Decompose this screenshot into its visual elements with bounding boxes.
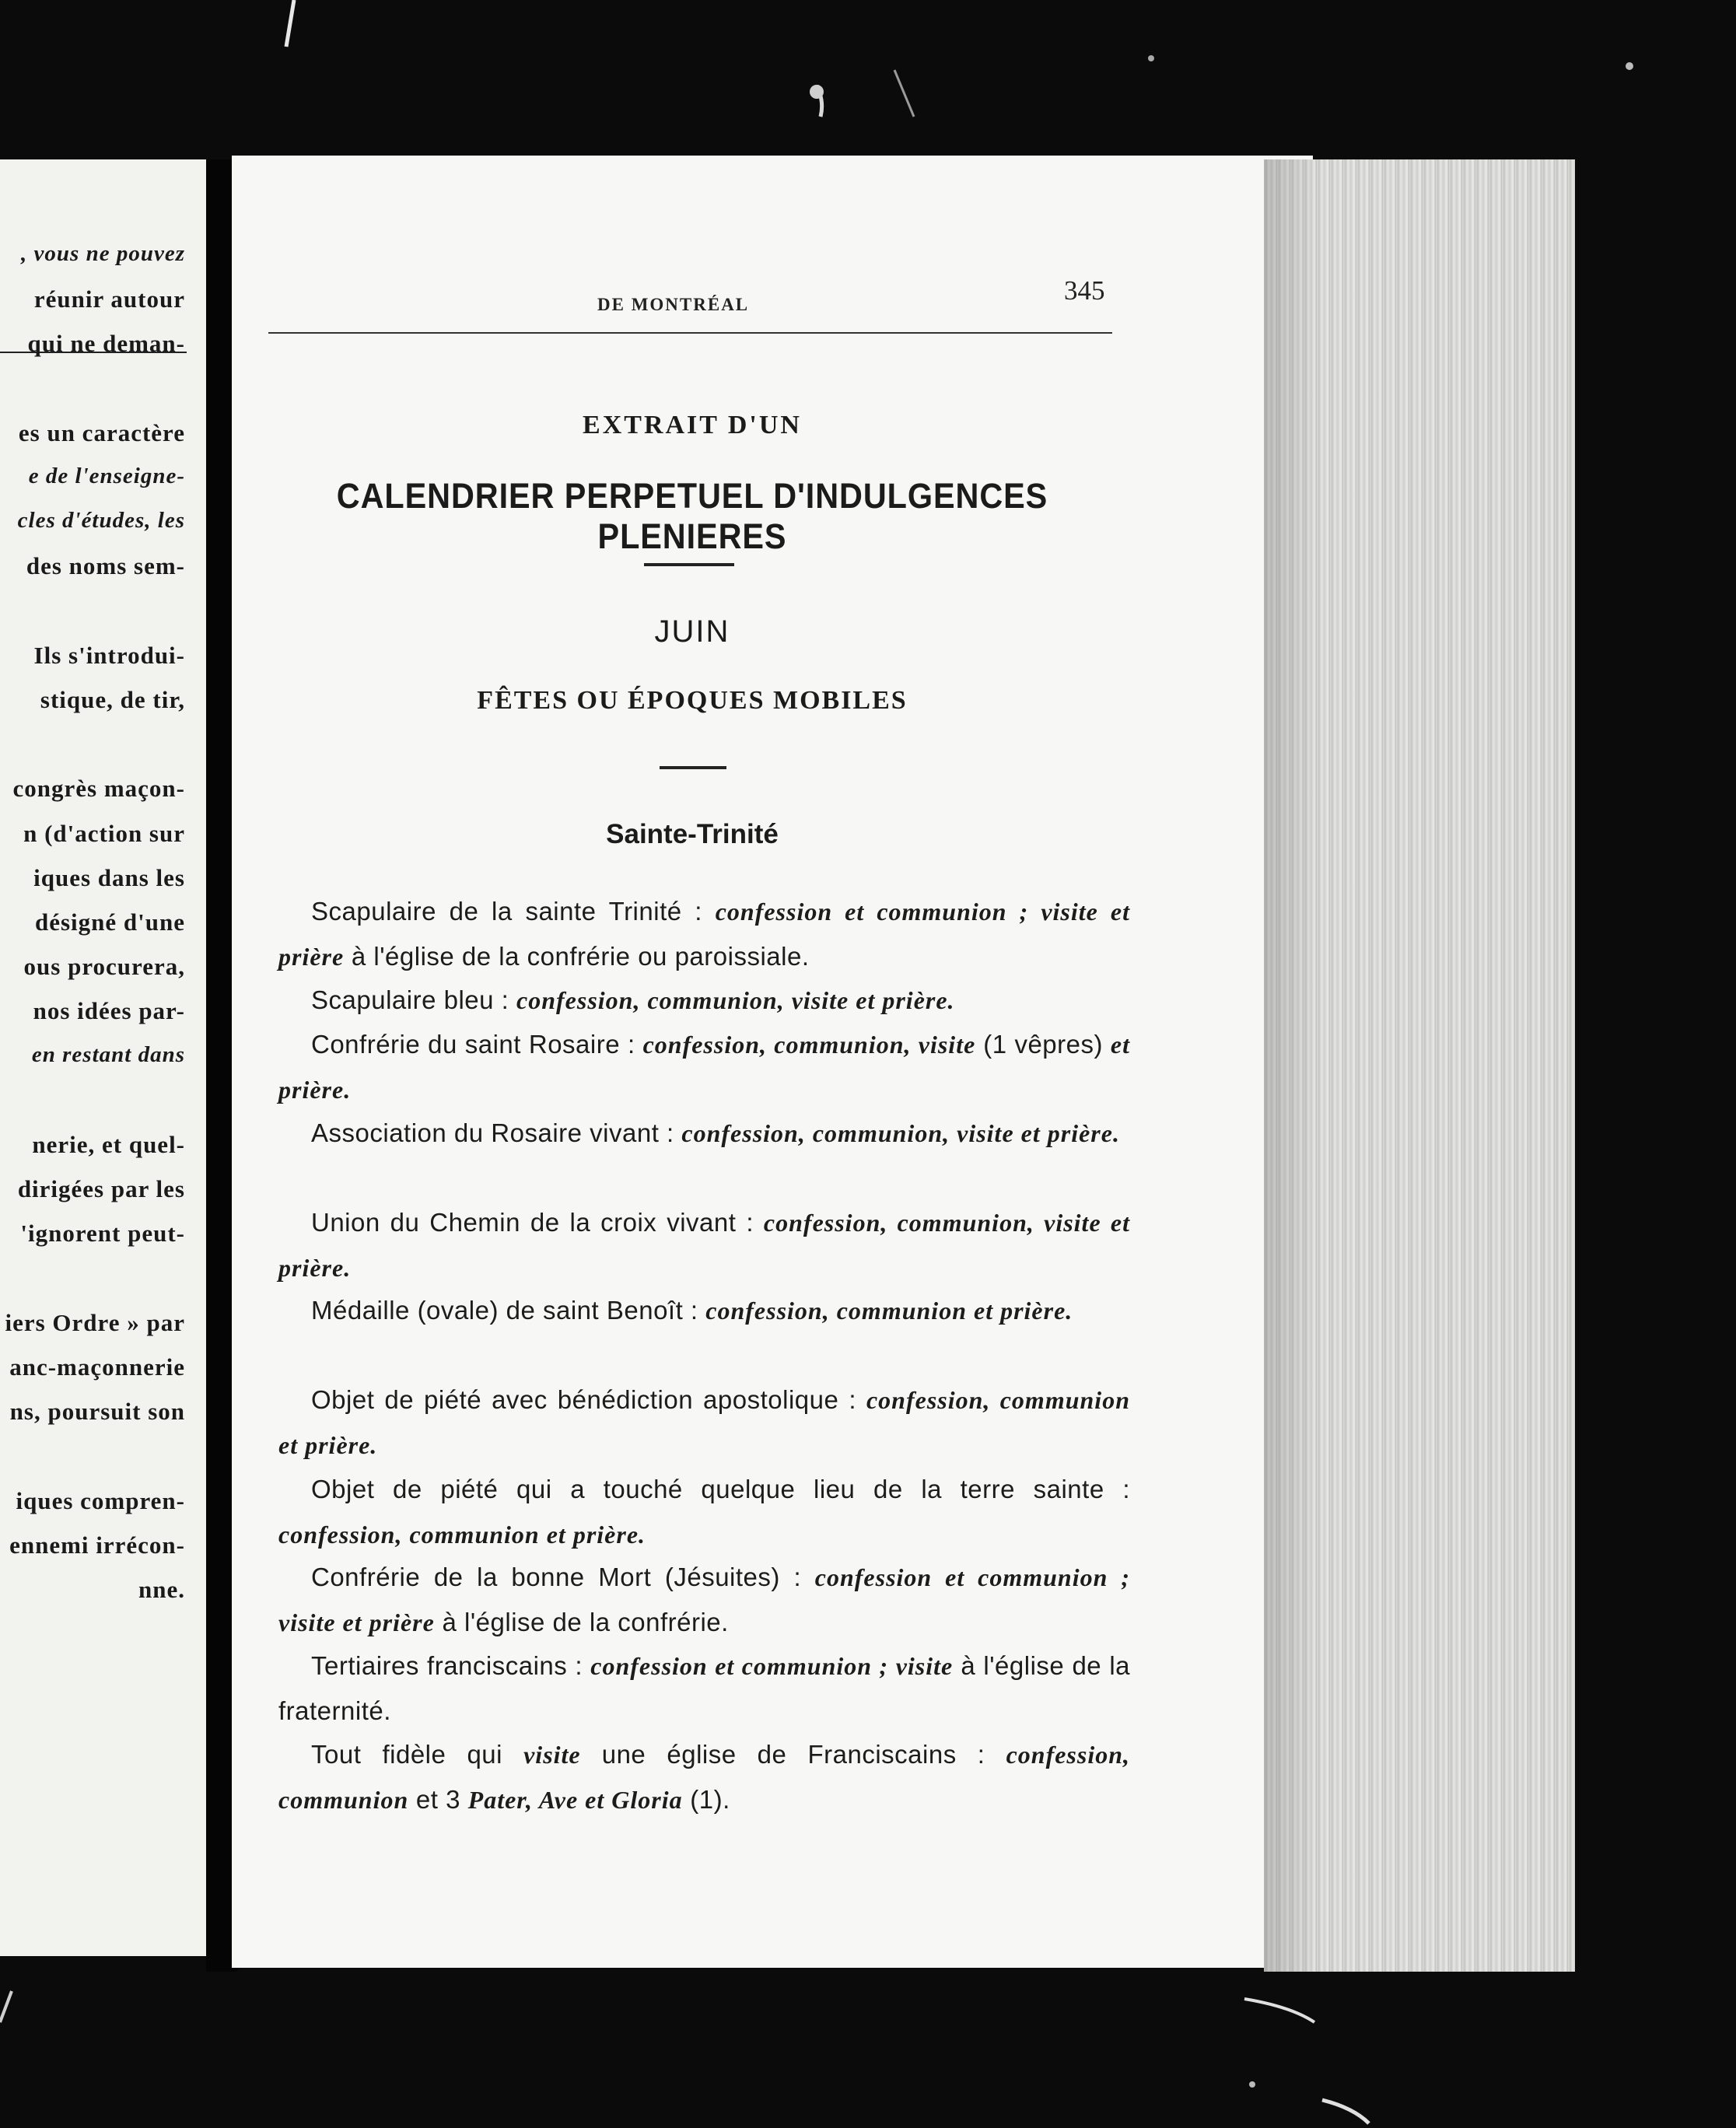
entry-italic-text: Pater, Ave et Gloria [467, 1786, 683, 1814]
entry-text: (1). [682, 1785, 730, 1814]
indulgence-entry [278, 1022, 1130, 1112]
entry-text: Confrérie du saint Rosaire : [311, 1030, 643, 1059]
left-page-line: congrès maçon- [12, 775, 185, 803]
entry-italic-text: confession et communion ; visite [590, 1652, 954, 1680]
entry-text: Objet de piété avec bénédiction apostolique : [311, 1385, 866, 1414]
entry-italic-text: confession et communion ; visite et prière [278, 1563, 1130, 1636]
left-page-line: n (d'action sur [23, 819, 185, 847]
indulgence-entry [278, 1555, 1130, 1645]
entry-italic-text: confession, communion [278, 1741, 1131, 1814]
left-page-line: ous procurera, [23, 953, 185, 981]
left-page-line: ennemi irrécon- [9, 1531, 185, 1559]
entry-text: Objet de piété qui a touché quelque lieu de la terre sainte : [311, 1475, 1130, 1503]
left-page-line: , vous ne pouvez [21, 241, 185, 266]
left-page-line: nne. [138, 1576, 185, 1603]
entry-italic-text: confession, communion, visite et prière. [278, 1209, 1130, 1282]
entry-italic-text: visite [523, 1741, 581, 1769]
running-head: DE MONTRÉAL [597, 295, 750, 314]
left-page-line: Ils s'introdui- [33, 641, 185, 669]
section-subtitle: FÊTES OU ÉPOQUES MOBILES [477, 686, 908, 715]
left-page-line: e de l'enseigne- [28, 464, 185, 488]
feast-heading: Sainte-Trinité [606, 819, 779, 849]
indulgence-entry [278, 1288, 1130, 1333]
indulgence-entry [278, 889, 1130, 979]
entry-italic-text: confession, communion et prière. [705, 1297, 1073, 1325]
entry-text: (1 vêpres) [975, 1030, 1111, 1059]
entry-italic-text: confession, communion et prière. [278, 1521, 646, 1549]
entry-text: Confrérie de la bonne Mort (Jésuites) : [311, 1563, 815, 1591]
entry-italic-text: confession, communion, visite et prière. [681, 1119, 1120, 1147]
left-page-line: es un caractère [18, 418, 185, 446]
indulgence-entry [278, 1377, 1130, 1468]
entry-text: Association du Rosaire vivant : [311, 1118, 682, 1147]
entry-italic-text: confession, communion, visite et prière. [516, 986, 955, 1014]
left-page-line: nerie, et quel- [32, 1131, 185, 1158]
indulgence-entry [278, 1111, 1130, 1156]
page-number: 345 [1064, 275, 1105, 306]
entry-text: Médaille (ovale) de saint Benoît : [311, 1296, 706, 1325]
indulgence-entry [278, 1467, 1130, 1557]
entry-text: Scapulaire de la sainte Trinité : [311, 897, 716, 926]
indulgence-entry [278, 1200, 1130, 1290]
left-page-line: désigné d'une [34, 908, 185, 936]
section-rule [660, 766, 726, 769]
left-page-line: qui ne deman- [27, 330, 185, 358]
title-rule [644, 563, 734, 566]
left-page-line: 'ignorent peut- [20, 1220, 185, 1248]
left-page-line: iques dans les [33, 863, 185, 891]
month-heading: JUIN [654, 614, 730, 649]
title-calendrier: CALENDRIER PERPETUEL D'INDULGENCES PLENIERES [336, 476, 1048, 556]
indulgence-entry [278, 1643, 1130, 1734]
entry-text: à l'église de la fraternité. [278, 1651, 1130, 1725]
entry-text: Tertiaires franciscains : [311, 1651, 591, 1680]
left-page-line: cles d'études, les [17, 508, 185, 534]
left-page-line: anc-maçonnerie [9, 1353, 185, 1381]
title-extrait: EXTRAIT D'UN [583, 411, 802, 439]
entry-text: Scapulaire bleu : [311, 985, 516, 1014]
entry-italic-text: et prière. [278, 1031, 1130, 1104]
left-page-line: nos idées par- [33, 997, 185, 1025]
entry-text: Tout fidèle qui [311, 1740, 524, 1769]
left-page-line: des noms sem- [26, 552, 185, 580]
entry-italic-text: confession et communion ; visite et prière [278, 898, 1131, 971]
left-page-line: stique, de tir, [40, 686, 185, 713]
entry-text: Union du Chemin de la croix vivant : [311, 1208, 764, 1237]
entry-text: une église de Franciscains : [580, 1740, 1006, 1769]
entry-italic-text: confession, communion, visite [642, 1031, 976, 1059]
indulgence-entry [278, 978, 1130, 1023]
left-page-line: ns, poursuit son [9, 1398, 185, 1426]
entry-text: et 3 [408, 1785, 468, 1814]
entry-italic-text: confession, communion et prière. [278, 1386, 1130, 1459]
indulgence-entry [278, 1732, 1130, 1822]
entry-text: à l'église de la confrérie ou paroissiale. [344, 942, 810, 971]
left-page-line: en restant dans [31, 1041, 185, 1067]
header-rule [268, 332, 1112, 334]
left-page-line: réunir autour [33, 285, 185, 313]
left-page-line: iers Ordre » par [5, 1308, 185, 1336]
left-page-line: iques compren- [16, 1486, 185, 1514]
left-page-line: dirigées par les [17, 1175, 185, 1203]
entry-text: à l'église de la confrérie. [434, 1608, 729, 1636]
